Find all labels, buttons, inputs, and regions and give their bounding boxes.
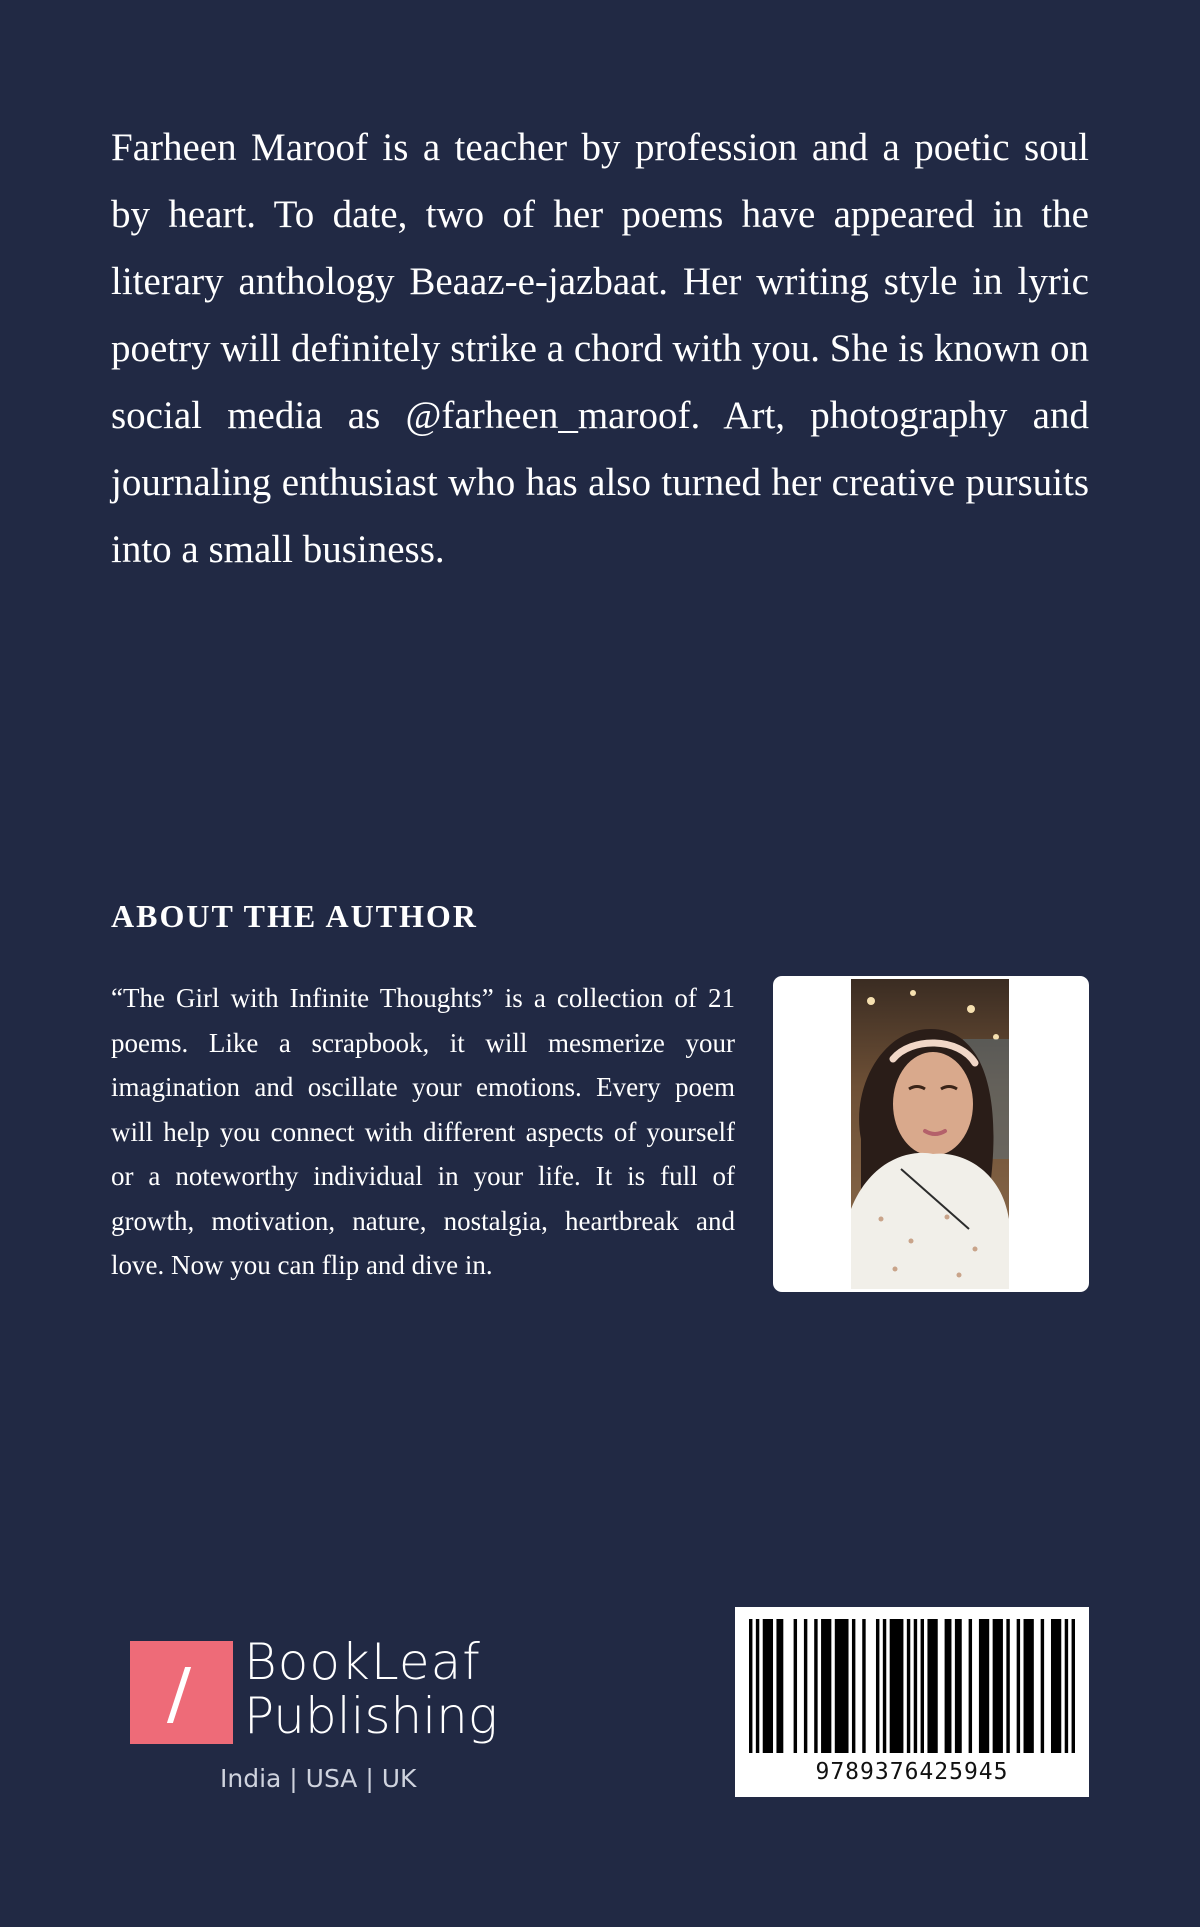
author-portrait-image (851, 979, 1009, 1289)
barcode-bar (1072, 1619, 1075, 1753)
barcode-bar (835, 1619, 849, 1753)
publisher-mark-icon (130, 1641, 233, 1744)
barcode-bar (907, 1619, 910, 1753)
isbn-number: 9789376425945 (815, 1759, 1009, 1785)
barcode-bar (1051, 1619, 1061, 1753)
barcode-bar (794, 1619, 797, 1753)
barcode-bar (814, 1619, 817, 1753)
barcode-bar (1041, 1619, 1044, 1753)
barcode-bar (852, 1619, 855, 1753)
barcode-bar (1024, 1619, 1034, 1753)
barcode-bar (883, 1619, 886, 1753)
barcode-bar (749, 1619, 752, 1753)
barcode-bar (979, 1619, 989, 1753)
barcode-bar (955, 1619, 962, 1753)
section-heading: ABOUT THE AUTHOR (111, 898, 478, 934)
barcode-bar (890, 1619, 904, 1753)
book-blurb: “The Girl with Infinite Thoughts” is a collection of 21 poems. Like a scrapbook, it will mesmerize your imagination and oscillate your emotions. Every poem will help you connect with different aspects of yourself or a noteworthy individual in your life. It is full of growth, motivation, nature, nostalgia, heartbreak and love. Now you can flip and dive in. (111, 983, 735, 1280)
barcode-bar (776, 1619, 783, 1753)
publisher-name-line1: BookLeaf (244, 1633, 481, 1691)
publisher-name-line2: Publishing (244, 1687, 498, 1745)
barcode-bar (945, 1619, 952, 1753)
barcode-bar (862, 1619, 865, 1753)
barcode-bar (1065, 1619, 1068, 1753)
isbn-barcode (735, 1607, 1089, 1797)
barcode-bars (749, 1619, 1075, 1753)
barcode-bar (756, 1619, 759, 1753)
publisher-regions: India | USA | UK (220, 1764, 417, 1793)
barcode-bar (804, 1619, 807, 1753)
barcode-bar (1017, 1619, 1020, 1753)
barcode-bar (821, 1619, 831, 1753)
author-bio: Farheen Maroof is a teacher by profession and a poetic soul by heart. To date, two of her poems have appeared in the literary anthology Beaaz-e-jazbaat. Her writing style in lyric poetry will definitely strike a chord with you. She is known on social media as @farheen_maroof. Art, photography and journaling enthusiast who has also turned her creative pursuits into a small business. (111, 126, 1089, 571)
barcode-bar (914, 1619, 917, 1753)
author-photo (773, 976, 1089, 1292)
barcode-bar (969, 1619, 972, 1753)
barcode-bar (1006, 1619, 1009, 1753)
publisher-logo (130, 1633, 510, 1793)
slash-icon (167, 1667, 191, 1723)
barcode-bar (993, 1619, 1003, 1753)
barcode-bar (876, 1619, 879, 1753)
barcode-bar (763, 1619, 773, 1753)
barcode-bar (921, 1619, 924, 1753)
barcode-bar (927, 1619, 937, 1753)
